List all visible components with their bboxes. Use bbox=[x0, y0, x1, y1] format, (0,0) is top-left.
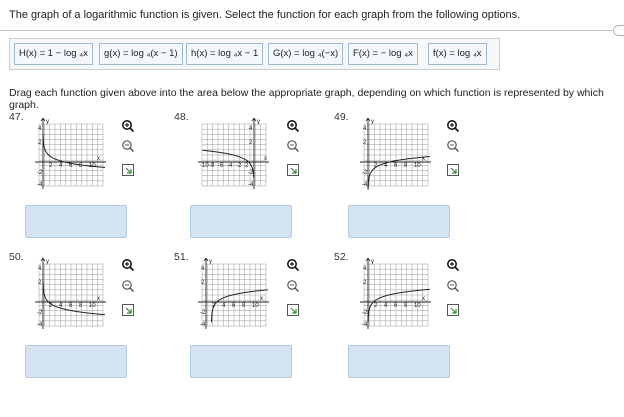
drop-zone-52[interactable] bbox=[348, 345, 450, 378]
y-axis-label: y bbox=[209, 259, 212, 265]
graph-48 bbox=[198, 118, 270, 190]
x-tick-label: 6 bbox=[394, 303, 398, 309]
zoom-out-icon[interactable] bbox=[285, 138, 301, 154]
choice-H[interactable]: H(x) = 1 − log ₄x bbox=[14, 43, 93, 65]
y-tick-label: 2 bbox=[363, 140, 367, 146]
choice-F[interactable]: F(x) = − log ₄x bbox=[348, 43, 418, 65]
y-tick-label: -4 bbox=[200, 322, 206, 328]
x-tick-label: 10 bbox=[414, 303, 421, 309]
graph-52 bbox=[360, 258, 432, 330]
x-tick-label: -8 bbox=[209, 163, 215, 169]
expand-icon[interactable] bbox=[445, 162, 461, 178]
zoom-out-icon[interactable] bbox=[285, 278, 301, 294]
graph-50 bbox=[35, 258, 107, 330]
graph-number: 49. bbox=[334, 111, 349, 123]
choice-h[interactable]: h(x) = log ₄x − 1 bbox=[186, 43, 263, 65]
y-tick-label: 2 bbox=[38, 280, 42, 286]
zoom-out-icon[interactable] bbox=[445, 138, 461, 154]
y-tick-label: 4 bbox=[38, 266, 42, 272]
graph-number: 48. bbox=[174, 111, 189, 123]
x-axis-label: x bbox=[422, 296, 425, 302]
expand-icon[interactable] bbox=[120, 302, 136, 318]
y-tick-label: -2 bbox=[37, 170, 43, 176]
graph-number: 47. bbox=[9, 111, 24, 123]
y-tick-label: 2 bbox=[201, 280, 205, 286]
x-tick-label: 8 bbox=[242, 303, 246, 309]
zoom-in-icon[interactable] bbox=[120, 118, 136, 134]
zoom-out-icon[interactable] bbox=[120, 278, 136, 294]
y-tick-label: -4 bbox=[37, 322, 43, 328]
function-curve bbox=[43, 282, 105, 315]
function-curve bbox=[368, 157, 430, 190]
y-tick-label: -2 bbox=[362, 170, 368, 176]
graph-number: 50. bbox=[9, 251, 24, 263]
y-axis-label: y bbox=[257, 119, 260, 125]
zoom-in-icon[interactable] bbox=[285, 118, 301, 134]
x-tick-label: 10 bbox=[414, 163, 421, 169]
choices-bar bbox=[9, 38, 500, 70]
zoom-in-icon[interactable] bbox=[120, 257, 136, 273]
y-axis-label: y bbox=[371, 119, 374, 125]
x-tick-label: 10 bbox=[252, 303, 259, 309]
expand-icon[interactable] bbox=[120, 162, 136, 178]
drop-zone-50[interactable] bbox=[25, 345, 127, 378]
y-tick-label: 4 bbox=[38, 126, 42, 132]
divider bbox=[0, 30, 612, 31]
y-axis-label: y bbox=[46, 119, 49, 125]
graph-number: 52. bbox=[334, 251, 349, 263]
y-tick-label: 4 bbox=[249, 126, 253, 132]
y-tick-label: -2 bbox=[362, 310, 368, 316]
zoom-out-icon[interactable] bbox=[445, 278, 461, 294]
y-tick-label: 4 bbox=[201, 266, 205, 272]
drop-zone-49[interactable] bbox=[348, 205, 450, 238]
x-tick-label: 4 bbox=[222, 303, 226, 309]
drop-zone-48[interactable] bbox=[190, 205, 292, 238]
x-tick-label: 4 bbox=[384, 163, 388, 169]
x-tick-label: 2 bbox=[49, 163, 53, 169]
zoom-in-icon[interactable] bbox=[285, 257, 301, 273]
y-axis-label: y bbox=[371, 259, 374, 265]
drop-zone-51[interactable] bbox=[190, 345, 292, 378]
x-tick-label: 4 bbox=[59, 163, 63, 169]
y-tick-label: 4 bbox=[363, 126, 367, 132]
x-axis-label: x bbox=[264, 156, 267, 162]
x-tick-label: 10 bbox=[89, 303, 96, 309]
zoom-out-icon[interactable] bbox=[120, 138, 136, 154]
graph-47 bbox=[35, 118, 107, 190]
instruction-text: Drag each function given above into the area below the appropriate graph, depending on which function is represented by which graph. bbox=[9, 87, 604, 111]
graph-49 bbox=[360, 118, 432, 190]
x-tick-label: 4 bbox=[59, 303, 63, 309]
y-tick-label: -2 bbox=[200, 310, 206, 316]
panel-collapse-handle[interactable] bbox=[613, 25, 624, 36]
y-tick-label: -4 bbox=[362, 182, 368, 188]
choice-g[interactable]: g(x) = log ₄(x − 1) bbox=[99, 43, 183, 65]
y-tick-label: -2 bbox=[37, 310, 43, 316]
graph-number: 51. bbox=[174, 251, 189, 263]
x-axis-label: x bbox=[422, 156, 425, 162]
y-tick-label: -4 bbox=[248, 182, 254, 188]
x-tick-label: 4 bbox=[384, 303, 388, 309]
x-tick-label: 6 bbox=[69, 303, 73, 309]
y-tick-label: 2 bbox=[363, 280, 367, 286]
question-text: The graph of a logarithmic function is given. Select the function for each graph from the following options. bbox=[9, 9, 521, 21]
x-tick-label: 10 bbox=[89, 163, 96, 169]
y-tick-label: 4 bbox=[363, 266, 367, 272]
x-tick-label: 2 bbox=[374, 163, 378, 169]
graph-51 bbox=[198, 258, 270, 330]
x-tick-label: 6 bbox=[232, 303, 236, 309]
x-axis-label: x bbox=[260, 296, 263, 302]
x-tick-label: 8 bbox=[79, 163, 83, 169]
expand-icon[interactable] bbox=[445, 302, 461, 318]
x-tick-label: -4 bbox=[227, 163, 233, 169]
x-tick-label: 6 bbox=[394, 163, 398, 169]
y-tick-label: 2 bbox=[38, 140, 42, 146]
expand-icon[interactable] bbox=[285, 162, 301, 178]
zoom-in-icon[interactable] bbox=[445, 118, 461, 134]
x-tick-label: -2 bbox=[236, 163, 242, 169]
x-tick-label: 2 bbox=[374, 303, 378, 309]
x-tick-label: 6 bbox=[69, 163, 73, 169]
x-tick-label: 2 bbox=[245, 163, 249, 169]
y-tick-label: -4 bbox=[362, 322, 368, 328]
drop-zone-47[interactable] bbox=[25, 205, 127, 238]
x-tick-label: 8 bbox=[404, 303, 408, 309]
choice-f[interactable]: f(x) = log ₄x bbox=[428, 43, 487, 65]
y-tick-label: 2 bbox=[249, 140, 253, 146]
choice-G[interactable]: G(x) = log ₄(−x) bbox=[268, 43, 343, 65]
zoom-in-icon[interactable] bbox=[445, 257, 461, 273]
x-tick-label: -6 bbox=[218, 163, 224, 169]
function-curve bbox=[212, 290, 268, 323]
expand-icon[interactable] bbox=[285, 302, 301, 318]
x-tick-label: 8 bbox=[79, 303, 83, 309]
x-tick-label: 2 bbox=[49, 303, 53, 309]
x-tick-label: -10 bbox=[200, 163, 209, 169]
y-axis-label: y bbox=[46, 259, 49, 265]
x-axis-label: x bbox=[97, 156, 100, 162]
x-tick-label: 8 bbox=[404, 163, 408, 169]
y-tick-label: -4 bbox=[37, 182, 43, 188]
x-axis-label: x bbox=[97, 296, 100, 302]
y-tick-label: -2 bbox=[248, 170, 254, 176]
x-tick-label: 2 bbox=[212, 303, 216, 309]
